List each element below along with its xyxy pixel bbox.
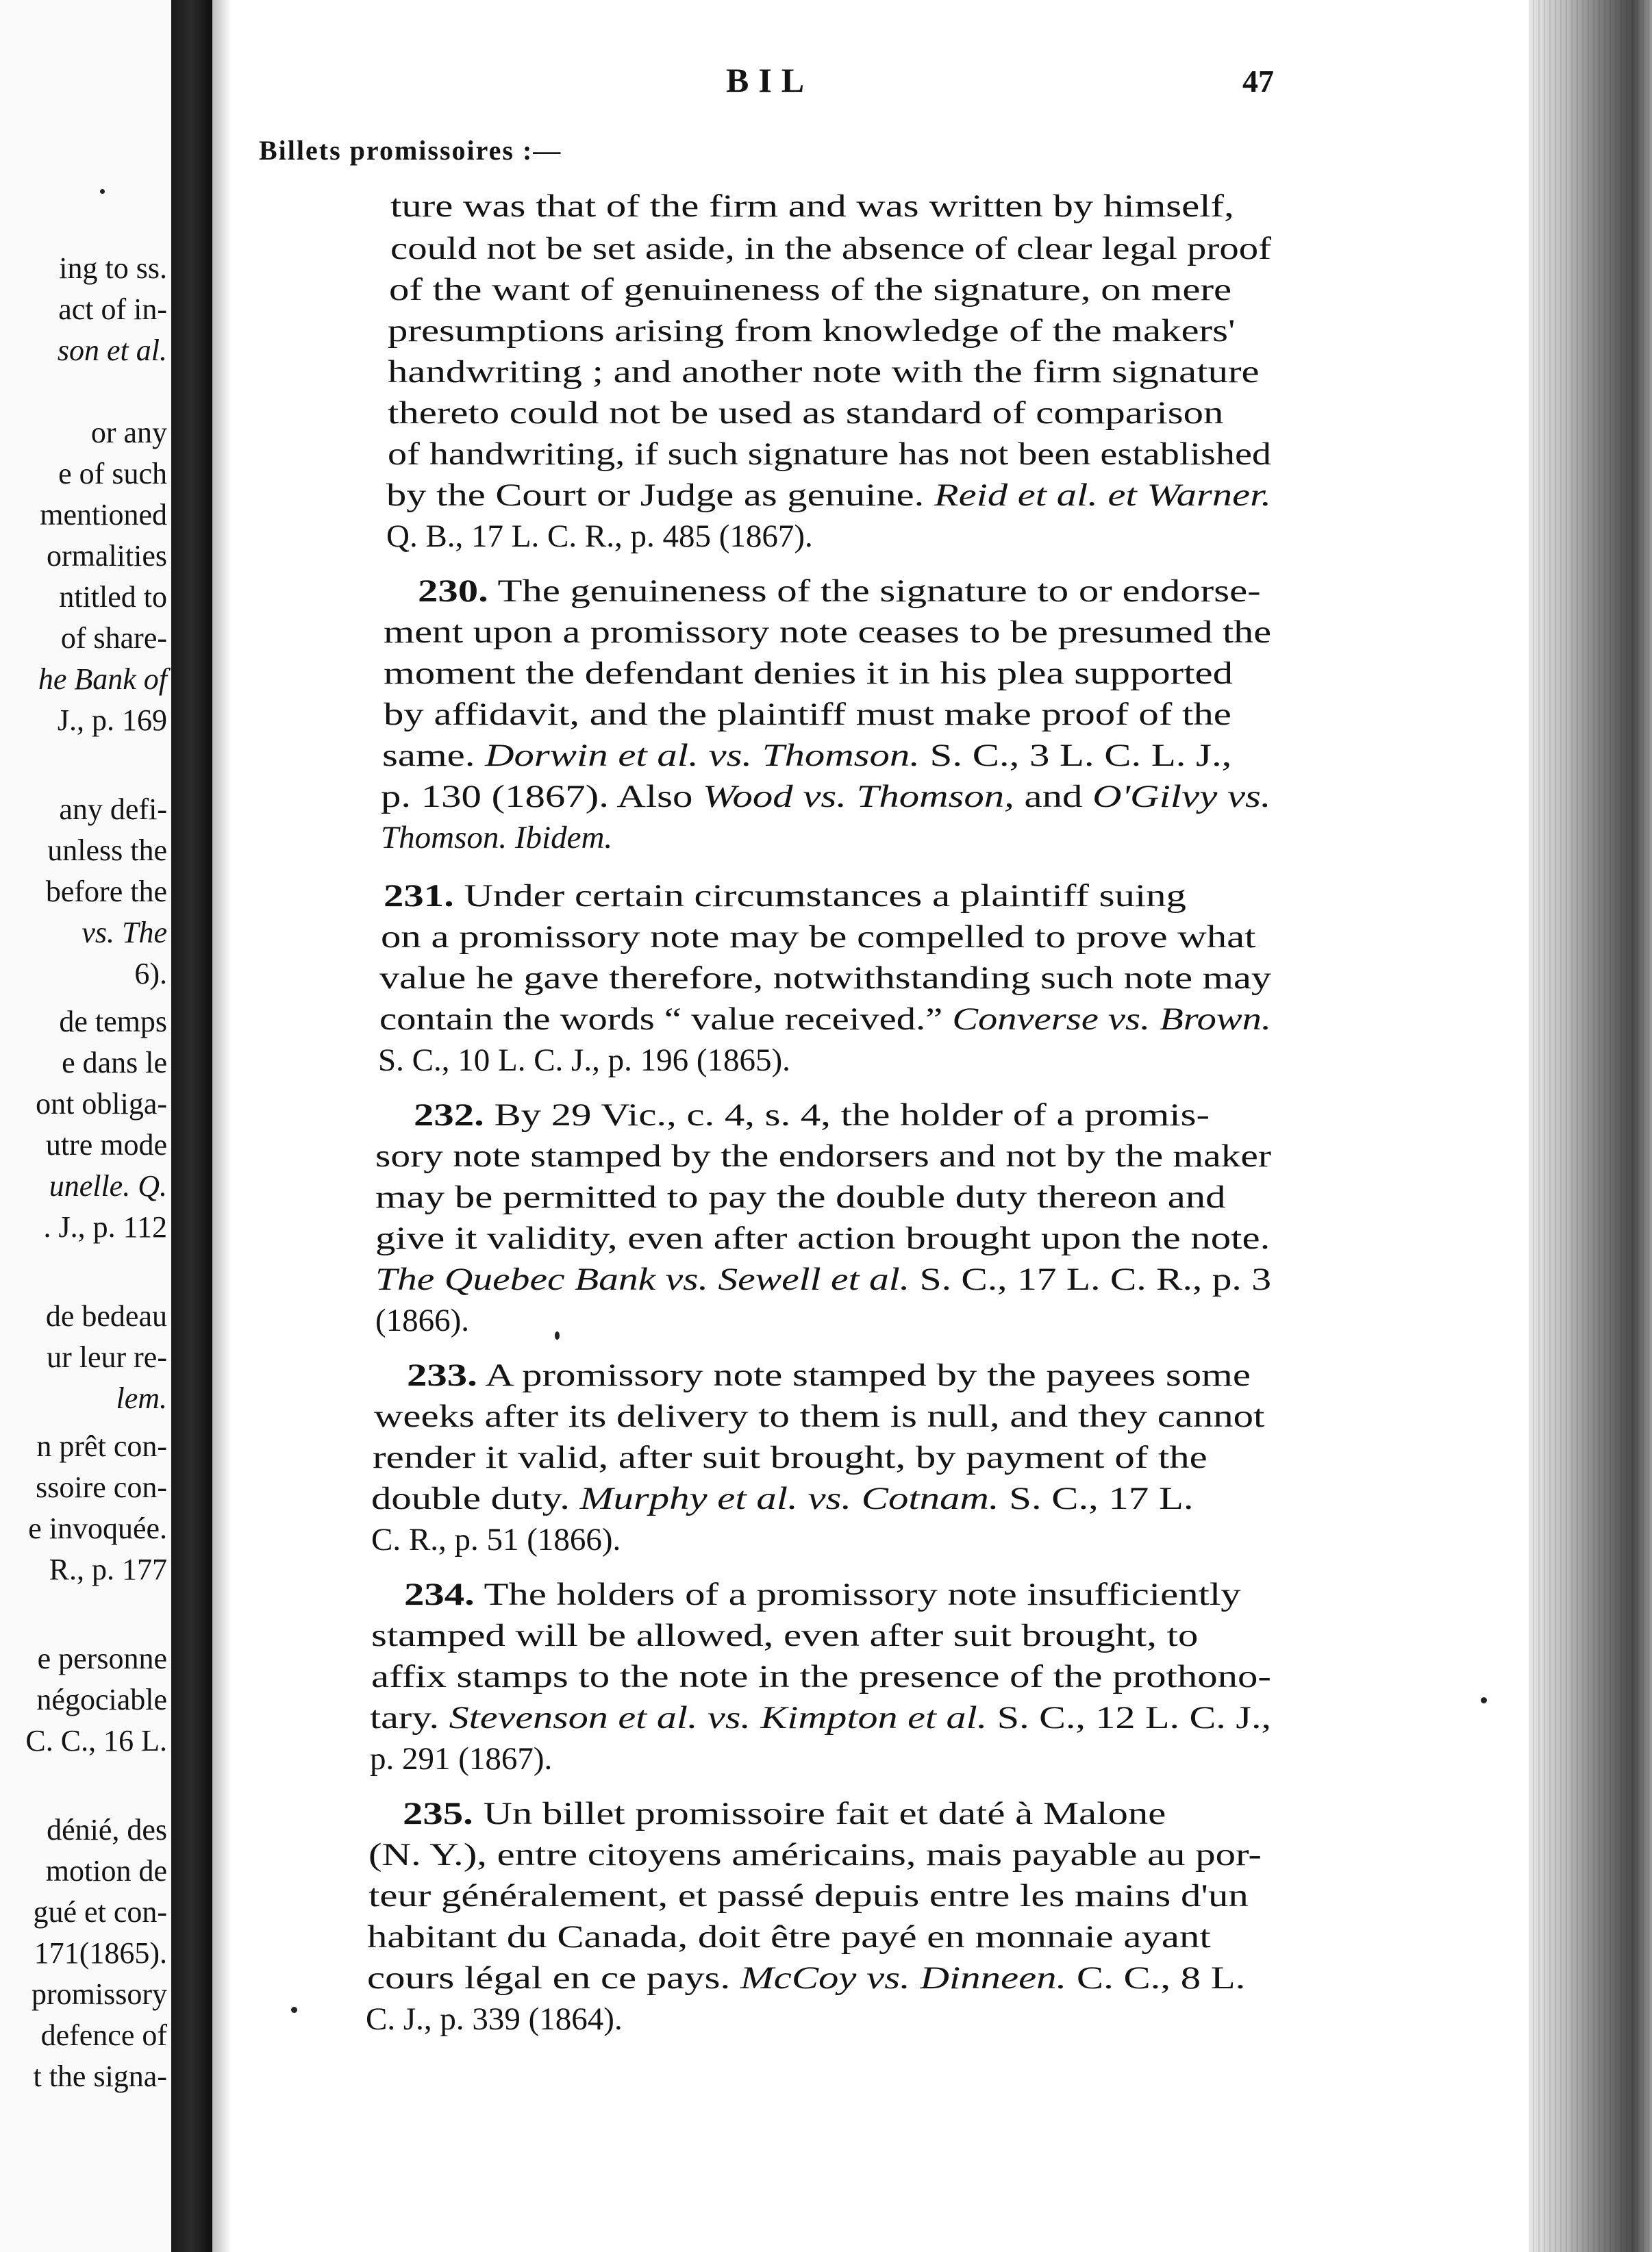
body-line <box>382 740 1231 772</box>
body-line <box>375 1181 1226 1214</box>
line-text: (1866). <box>375 1303 470 1338</box>
body-line <box>381 921 1256 953</box>
line-text: stamped will be allowed, even after suit brought, to <box>371 1618 1199 1653</box>
line-text: habitant du Canada, doit être payé en monnaie ayant <box>367 1919 1211 1955</box>
facing-page-line: defence of <box>40 2018 167 2052</box>
facing-page-line: dénié, des <box>47 1813 167 1847</box>
facing-page-line: n prêt con- <box>36 1429 167 1463</box>
facing-page-line: mentioned <box>40 498 167 531</box>
line-text: S. C., 12 L. C. J., <box>987 1700 1271 1736</box>
facing-page-line: t the signa- <box>33 2060 167 2093</box>
facing-page-line: C. C., 16 L. <box>25 1724 167 1757</box>
body-line <box>386 479 1271 512</box>
facing-page-line: ont obliga- <box>36 1087 167 1121</box>
body-line <box>373 1442 1207 1474</box>
facing-page-line: e dans le <box>62 1046 167 1079</box>
line-text: presumptions arising from knowledge of the makers' <box>388 313 1236 349</box>
ink-speck <box>555 1331 560 1340</box>
facing-page-line: before the <box>45 875 167 908</box>
paragraph-number: 231. <box>384 878 454 914</box>
body-line <box>388 397 1223 429</box>
body-line <box>389 274 1231 306</box>
line-text: may be permitted to pay the double duty thereon and <box>375 1179 1226 1215</box>
line-text: affix stamps to the note in the presence of the prothono- <box>371 1659 1271 1694</box>
paragraph-start-line <box>418 575 1261 608</box>
facing-page-line: any defi- <box>59 792 167 826</box>
case-citation: Wood vs. Thomson, <box>703 779 1014 814</box>
section-heading: Billets promissoires :— <box>259 135 562 166</box>
facing-page-line: promissory <box>32 1977 167 2011</box>
body-line <box>388 315 1236 347</box>
facing-page-line: utre mode <box>45 1128 167 1162</box>
body-line <box>386 518 813 554</box>
line-text: The genuineness of the signature to or endorse- <box>488 573 1261 609</box>
line-text: S. C., 17 L. C. R., p. 3 <box>910 1262 1271 1297</box>
paragraph-number: 235. <box>403 1796 473 1831</box>
line-text: of the want of genuineness of the signature, on mere <box>389 272 1232 308</box>
line-text: double duty. <box>371 1481 580 1516</box>
facing-page-line: e of such <box>58 457 167 490</box>
line-text: by the Court or Judge as genuine. <box>386 477 934 513</box>
facing-page-line: e personne <box>37 1642 167 1675</box>
facing-page-line: son et al. <box>57 334 167 367</box>
line-text: p. 291 (1867). <box>370 1741 553 1777</box>
body-line <box>374 1401 1264 1433</box>
line-text: tary. <box>370 1700 449 1736</box>
facing-page-line: unelle. Q. <box>49 1169 167 1203</box>
line-text: Q. B., 17 L. C. R., p. 485 (1867). <box>386 518 813 554</box>
body-line <box>371 1524 621 1556</box>
case-citation: Dorwin et al. vs. Thomson. <box>485 738 920 773</box>
body-line <box>367 1962 1245 1994</box>
body-line <box>379 962 1271 994</box>
line-text: cours légal en ce pays. <box>367 1960 740 1996</box>
body-line <box>375 1223 1270 1255</box>
case-citation: The Quebec Bank vs. Sewell et al. <box>375 1262 910 1297</box>
body-line <box>367 1921 1211 1953</box>
line-text: p. 130 (1867). Also <box>381 779 703 814</box>
body-line <box>384 616 1271 649</box>
line-text: value he gave therefore, notwithstanding such note may <box>379 960 1271 996</box>
paragraph-number: 230. <box>418 573 488 609</box>
facing-page-line: motion de <box>45 1854 167 1888</box>
line-text: teur généralement, et passé depuis entre les mains d'un <box>368 1878 1249 1914</box>
paragraph-number: 234. <box>404 1577 475 1612</box>
case-citation: McCoy vs. Dinneen. <box>740 1960 1067 1996</box>
facing-page-line: of share- <box>60 621 167 655</box>
line-text: A promissory note stamped by the payees some <box>477 1358 1251 1393</box>
facing-page-line: vs. The <box>82 916 167 949</box>
case-citation: O'Gilvy vs. <box>1092 779 1271 814</box>
body-line <box>371 1661 1271 1693</box>
body-line <box>368 1839 1262 1871</box>
line-text: The holders of a promissory note insufficiently <box>474 1577 1241 1612</box>
body-line <box>388 356 1260 388</box>
line-text: and <box>1014 779 1093 814</box>
running-head: BIL <box>726 61 814 99</box>
line-text: S. C., 17 L. <box>999 1481 1194 1516</box>
line-text: ment upon a promissory note ceases to be presumed the <box>384 614 1271 650</box>
facing-page-line: . J., p. 112 <box>43 1210 167 1244</box>
ink-speck <box>291 2007 297 2013</box>
line-text: handwriting ; and another note with the firm signature <box>388 354 1260 390</box>
paragraph-start-line <box>403 1798 1166 1830</box>
line-text: weeks after its delivery to them is null, and they cannot <box>374 1399 1265 1434</box>
facing-page-line: he Bank of <box>38 662 167 696</box>
body-line <box>371 1483 1194 1515</box>
line-text: on a promissory note may be compelled to prove what <box>381 919 1256 955</box>
facing-page-line: R., p. 177 <box>49 1553 167 1586</box>
facing-page-line: ssoire con- <box>36 1471 167 1504</box>
ink-speck <box>100 189 105 194</box>
paragraph-start-line <box>404 1579 1241 1611</box>
line-text: C. C., 8 L. <box>1066 1960 1246 1996</box>
facing-page-line: or any <box>90 416 167 449</box>
body-line <box>375 1305 469 1337</box>
paragraph-start-line <box>414 1099 1210 1131</box>
line-text: Under certain circumstances a plaintiff suing <box>453 878 1186 914</box>
body-line <box>388 438 1271 471</box>
line-text: render it valid, after suit brought, by payment of the <box>373 1440 1207 1475</box>
line-text: could not be set aside, in the absence of clear legal proof <box>390 231 1271 266</box>
body-line <box>390 233 1271 265</box>
paragraph-number: 232. <box>414 1097 484 1133</box>
line-text: contain the words “ value received.” <box>379 1001 953 1037</box>
body-line <box>375 1140 1271 1173</box>
facing-page-line: de temps <box>59 1005 167 1038</box>
facing-page-line: ormalities <box>47 539 167 573</box>
paragraph-number: 233. <box>407 1358 477 1393</box>
facing-page-line: négociable <box>36 1683 167 1716</box>
facing-page-line: 6). <box>134 957 167 990</box>
line-text: C. R., p. 51 (1866). <box>371 1522 621 1557</box>
gutter-shadow <box>212 0 231 2252</box>
body-line <box>368 1880 1249 1912</box>
line-text: of handwriting, if such signature has not been established <box>388 436 1271 472</box>
facing-page-line: lem. <box>116 1381 167 1415</box>
body-line <box>366 2003 623 2036</box>
line-text: moment the defendant denies it in his plea supported <box>384 655 1233 691</box>
facing-page-line: unless the <box>47 834 167 867</box>
page-edge-texture <box>1529 0 1652 2252</box>
line-text: give it validity, even after action brought upon the note. <box>375 1221 1271 1256</box>
line-text: sory note stamped by the endorsers and not by the maker <box>375 1138 1271 1174</box>
facing-page-line: ing to ss. <box>59 251 167 285</box>
line-text: S. C., 10 L. C. J., p. 196 (1865). <box>378 1042 790 1078</box>
case-citation: Thomson. Ibidem. <box>381 820 613 855</box>
facing-page-line: de bedeau <box>45 1299 167 1333</box>
line-text: same. <box>382 738 486 773</box>
facing-page-line: ntitled to <box>59 580 167 614</box>
line-text: by affidavit, and the plaintiff must make proof of the <box>384 697 1231 732</box>
paragraph-start-line <box>407 1360 1251 1392</box>
line-text: By 29 Vic., c. 4, s. 4, the holder of a promis- <box>484 1097 1210 1133</box>
page-number: 47 <box>1242 64 1274 99</box>
body-line <box>390 190 1234 223</box>
book-gutter <box>171 0 212 2252</box>
case-citation: Stevenson et al. vs. Kimpton et al. <box>449 1700 988 1736</box>
body-line <box>375 1264 1271 1296</box>
body-line <box>384 655 1233 691</box>
facing-page-line: e invoquée. <box>28 1512 167 1545</box>
facing-page-line: gué et con- <box>33 1895 167 1929</box>
facing-page-line: J., p. 169 <box>57 703 167 737</box>
paragraph-start-line <box>384 880 1186 912</box>
line-text: (N. Y.), entre citoyens américains, mais payable au por- <box>368 1837 1262 1873</box>
line-text: C. J., p. 339 (1864). <box>366 2001 623 2037</box>
body-line <box>384 699 1231 731</box>
body-line <box>381 822 612 854</box>
line-text: thereto could not be used as standard of comparison <box>388 395 1224 431</box>
facing-page-line: 171(1865). <box>34 1936 167 1970</box>
facing-page-line: ur leur re- <box>47 1340 167 1374</box>
body-line <box>381 781 1271 813</box>
body-line <box>370 1702 1271 1734</box>
body-line <box>378 1044 790 1077</box>
line-text: ture was that of the firm and was written by himself, <box>390 188 1234 224</box>
body-line <box>371 1620 1198 1652</box>
line-text: Un billet promissoire fait et daté à Malone <box>473 1796 1166 1831</box>
body-line <box>370 1743 552 1775</box>
case-citation: Murphy et al. vs. Cotnam. <box>579 1481 999 1516</box>
line-text: S. C., 3 L. C. L. J., <box>919 738 1232 773</box>
facing-page <box>0 0 171 2252</box>
case-citation: Converse vs. Brown. <box>952 1001 1271 1037</box>
ink-speck <box>1481 1697 1487 1703</box>
facing-page-line: act of in- <box>58 292 167 326</box>
case-citation: Reid et al. et Warner. <box>934 477 1271 513</box>
body-line <box>379 1003 1271 1036</box>
